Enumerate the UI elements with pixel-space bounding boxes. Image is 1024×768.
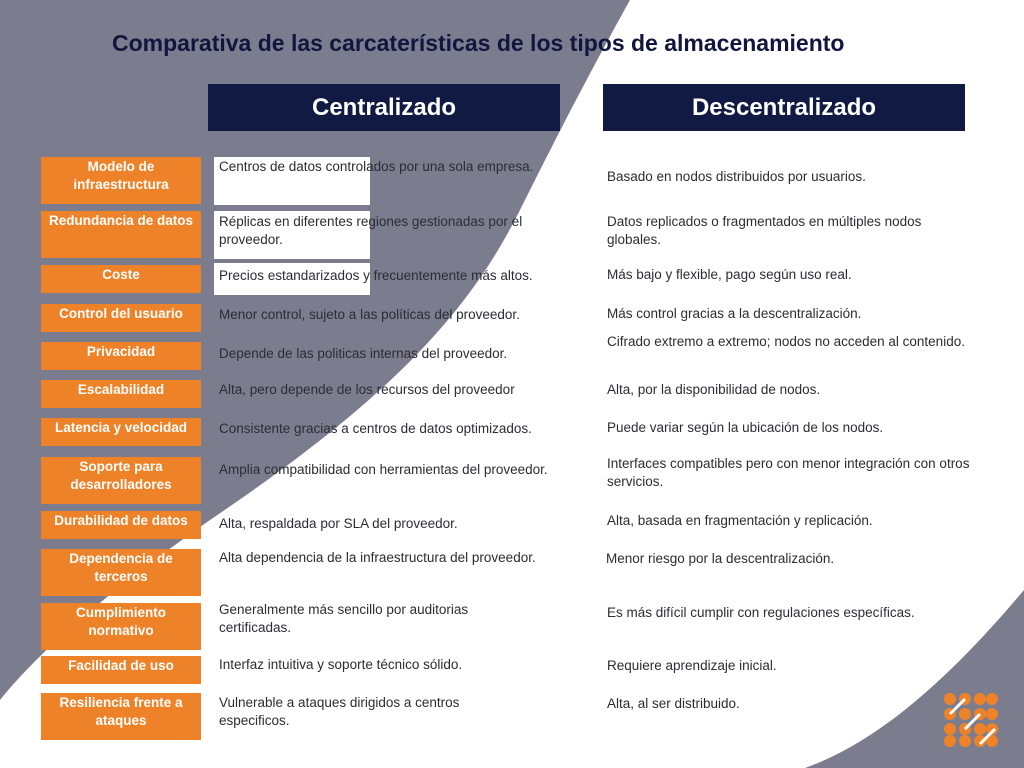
centralized-cell: Precios estandarizados y frecuentemente más altos. <box>219 268 533 283</box>
centralized-cell: Amplia compatibilidad con herramientas del proveedor. <box>219 462 548 477</box>
decentralized-cell: Alta, por la disponibilidad de nodos. <box>607 382 821 397</box>
row-label: Cumplimiento normativo <box>41 603 201 650</box>
decentralized-cell: Basado en nodos distribuidos por usuarios. <box>607 169 866 184</box>
row-label: Facilidad de uso <box>41 656 201 684</box>
row-label: Privacidad <box>41 342 201 370</box>
row-label: Modelo de infraestructura <box>41 157 201 204</box>
row-label: Control del usuario <box>41 304 201 332</box>
decentralized-cell: Datos replicados o fragmentados en múltiples nodos globales. <box>607 214 922 247</box>
decentralized-cell: Cifrado extremo a extremo; nodos no acceden al contenido. <box>607 334 965 349</box>
centralized-cell: Depende de las politicas internas del proveedor. <box>219 346 508 361</box>
row-label: Durabilidad de datos <box>41 511 201 539</box>
centralized-cell: Centros de datos controlados por una sola empresa. <box>219 159 534 174</box>
decentralized-cell: Alta, basada en fragmentación y replicación. <box>607 513 873 528</box>
decentralized-cell: Es más difícil cumplir con regulaciones específicas. <box>607 605 915 620</box>
decentralized-cell: Alta, al ser distribuido. <box>607 696 740 711</box>
page-title: Comparativa de las carcaterísticas de los tipos de almacenamiento <box>112 30 845 56</box>
row-label: Latencia y velocidad <box>41 418 201 446</box>
decentralized-cell: Puede variar según la ubicación de los nodos. <box>607 420 884 435</box>
column-header-centralized: Centralizado <box>208 84 560 131</box>
centralized-cell: Generalmente más sencillo por auditorias certificadas. <box>219 602 469 635</box>
centralized-cell: Menor control, sujeto a las políticas del proveedor. <box>219 307 520 322</box>
centralized-cell: Alta dependencia de la infraestructura del proveedor. <box>219 550 536 565</box>
row-label: Coste <box>41 265 201 293</box>
centralized-cell: Réplicas en diferentes regiones gestionadas por el proveedor. <box>219 214 523 247</box>
row-label: Dependencia de terceros <box>41 549 201 596</box>
decentralized-cell: Menor riesgo por la descentralización. <box>606 551 835 566</box>
dots-network-logo-icon <box>941 690 1001 750</box>
decentralized-cell: Más control gracias a la descentralización. <box>607 306 862 321</box>
row-label: Redundancia de datos <box>41 211 201 258</box>
centralized-cell: Vulnerable a ataques dirigidos a centros especificos. <box>219 695 460 728</box>
row-label: Escalabilidad <box>41 380 201 408</box>
row-label: Soporte para desarrolladores <box>41 457 201 504</box>
column-header-decentralized: Descentralizado <box>603 84 965 131</box>
decentralized-cell: Interfaces compatibles pero con menor integración con otros servicios. <box>607 456 970 489</box>
centralized-cell: Alta, respaldada por SLA del proveedor. <box>219 516 458 531</box>
centralized-cell: Interfaz intuitiva y soporte técnico sólido. <box>219 657 463 672</box>
decentralized-cell: Más bajo y flexible, pago según uso real. <box>607 267 852 282</box>
centralized-cell: Consistente gracias a centros de datos optimizados. <box>219 421 532 436</box>
row-label: Resiliencia frente a ataques <box>41 693 201 740</box>
centralized-cell: Alta, pero depende de los recursos del proveedor <box>219 382 515 397</box>
decentralized-cell: Requiere aprendizaje inicial. <box>607 658 777 673</box>
